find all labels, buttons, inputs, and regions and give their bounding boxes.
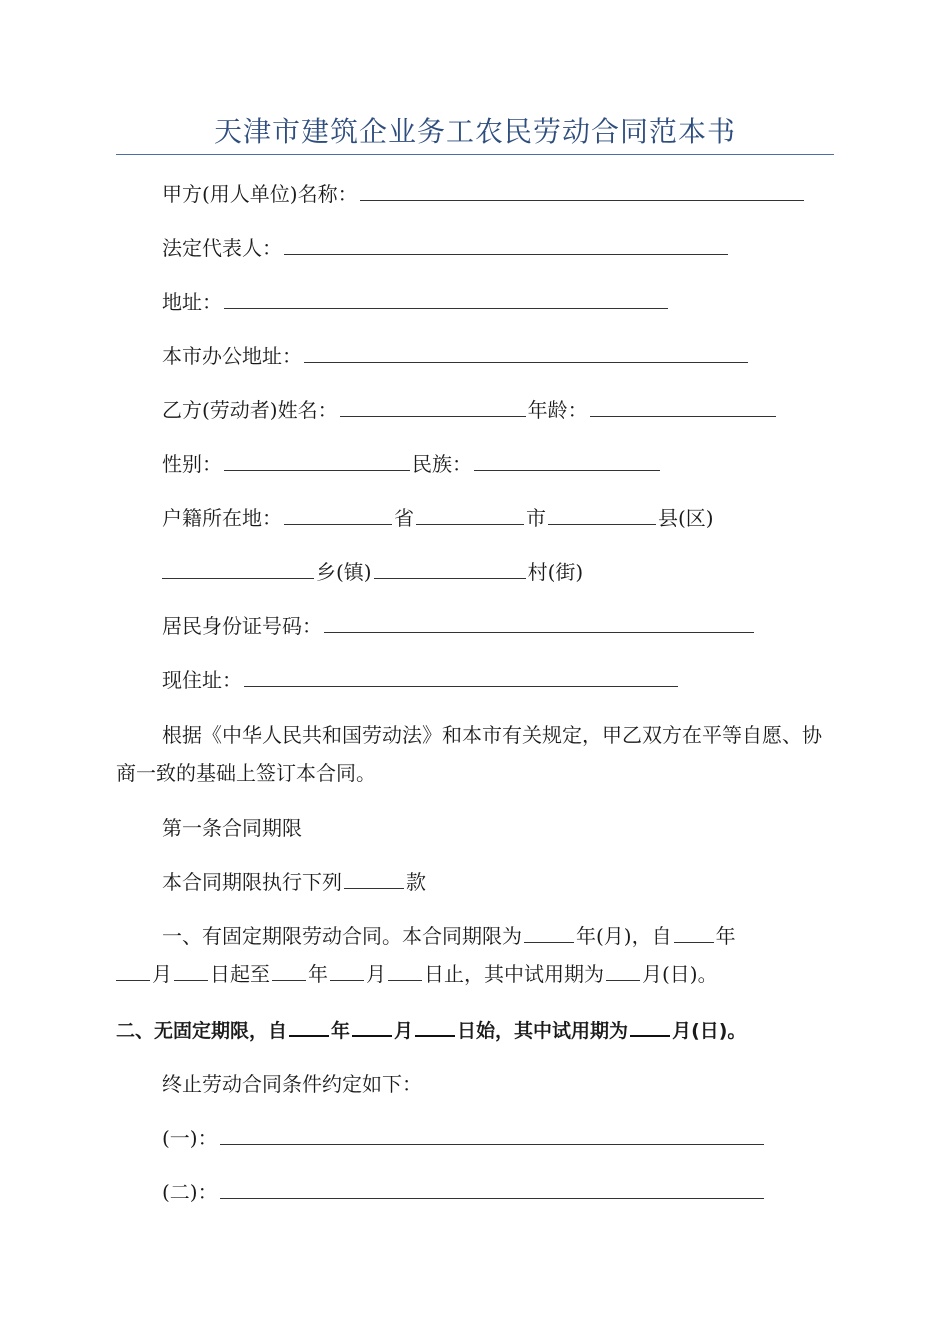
household-label: 户籍所在地： <box>162 506 282 530</box>
party-a-line <box>162 180 806 208</box>
address-line <box>162 288 670 316</box>
party-b-name-blank[interactable] <box>340 396 526 417</box>
clause2-probation-blank[interactable] <box>630 1015 670 1037</box>
clause1-text-d: 月 <box>152 962 172 986</box>
address-blank[interactable] <box>224 288 668 309</box>
age-blank[interactable] <box>590 396 776 417</box>
clause2-line <box>116 1015 746 1045</box>
household-line <box>162 504 714 532</box>
current-address-label: 现住址： <box>162 668 242 692</box>
execute-blank[interactable] <box>344 868 404 889</box>
article1-execute-line <box>162 868 426 896</box>
clause1-term-blank[interactable] <box>524 922 574 943</box>
clause2-text-e: 月(日)。 <box>672 1020 747 1042</box>
clause2-text-b: 年 <box>331 1020 351 1042</box>
province-blank[interactable] <box>284 504 392 525</box>
termination-item-1 <box>162 1124 766 1152</box>
clause1-start-month-blank[interactable] <box>116 960 150 981</box>
item1-label: (一)： <box>162 1126 218 1150</box>
party-a-label: 甲方(用人单位)名称： <box>162 182 358 206</box>
party-b-name-label: 乙方(劳动者)姓名： <box>162 398 338 422</box>
clause2-month-blank[interactable] <box>352 1015 392 1037</box>
item1-blank[interactable] <box>220 1124 764 1145</box>
document-title: 天津市建筑企业务工农民劳动合同范本书 <box>213 115 736 148</box>
gender-blank[interactable] <box>224 450 410 471</box>
clause1-start-day-blank[interactable] <box>174 960 208 981</box>
clause1-text-h: 日止，其中试用期为 <box>424 962 604 986</box>
termination-heading: 终止劳动合同条件约定如下： <box>162 1072 422 1096</box>
city-label: 市 <box>526 506 546 530</box>
clause1-text-c: 年 <box>715 924 736 948</box>
clause1-end-year-blank[interactable] <box>272 960 306 981</box>
clause1-end-day-blank[interactable] <box>388 960 422 981</box>
address-label: 地址： <box>162 290 222 314</box>
execute-suffix: 款 <box>406 870 426 894</box>
current-address-blank[interactable] <box>244 666 678 687</box>
township-label: 乡(镇) <box>316 560 372 584</box>
county-blank[interactable] <box>548 504 656 525</box>
clause1-text-a: 一、有固定期限劳动合同。本合同期限为 <box>162 924 522 948</box>
city-blank[interactable] <box>416 504 524 525</box>
id-number-line <box>162 612 756 640</box>
party-a-blank[interactable] <box>360 180 804 201</box>
clause1-line2 <box>116 960 718 988</box>
item2-label: (二)： <box>162 1180 218 1204</box>
clause1-text-i: 月(日)。 <box>642 962 718 986</box>
legal-rep-label: 法定代表人： <box>162 236 282 260</box>
clause2-year-blank[interactable] <box>289 1015 329 1037</box>
clause2-text-d: 日始，其中试用期为 <box>457 1020 629 1042</box>
gender-label: 性别： <box>162 452 222 476</box>
office-address-label: 本市办公地址： <box>162 344 302 368</box>
township-line <box>162 558 583 586</box>
clause1-text-e: 日起至 <box>210 962 270 986</box>
clause1-text-b: 年(月)，自 <box>576 924 672 948</box>
current-address-line <box>162 666 680 694</box>
item2-blank[interactable] <box>220 1178 764 1199</box>
id-number-label: 居民身份证号码： <box>162 614 322 638</box>
article1-heading: 第一条合同期限 <box>162 816 302 840</box>
clause1-text-f: 年 <box>308 962 328 986</box>
clause1-start-year-blank[interactable] <box>674 922 714 943</box>
title-underline <box>116 154 834 155</box>
clause1-end-month-blank[interactable] <box>330 960 364 981</box>
age-label: 年龄： <box>527 398 588 422</box>
ethnicity-blank[interactable] <box>474 450 660 471</box>
office-address-blank[interactable] <box>304 342 748 363</box>
ethnicity-label: 民族： <box>412 452 472 476</box>
clause1-text-g: 月 <box>366 962 386 986</box>
clause2-text-a: 二、无固定期限，自 <box>116 1020 288 1042</box>
party-b-line <box>162 396 778 424</box>
gender-line <box>162 450 662 478</box>
township-blank[interactable] <box>162 558 314 579</box>
clause2-day-blank[interactable] <box>415 1015 455 1037</box>
clause2-text-c: 月 <box>394 1020 414 1042</box>
village-blank[interactable] <box>374 558 526 579</box>
id-number-blank[interactable] <box>324 612 754 633</box>
clause1-probation-blank[interactable] <box>606 960 640 981</box>
clause1-line1 <box>162 922 736 950</box>
county-label: 县(区) <box>658 506 714 530</box>
legal-rep-line <box>162 234 730 262</box>
village-label: 村(街) <box>527 560 584 584</box>
intro-paragraph: 根据《中华人民共和国劳动法》和本市有关规定，甲乙双方在平等自愿、协商一致的基础上签订本合同。 <box>116 723 822 785</box>
execute-label: 本合同期限执行下列 <box>162 870 342 894</box>
office-address-line <box>162 342 750 370</box>
legal-rep-blank[interactable] <box>284 234 728 255</box>
termination-item-2 <box>162 1178 766 1206</box>
province-label: 省 <box>394 506 414 530</box>
